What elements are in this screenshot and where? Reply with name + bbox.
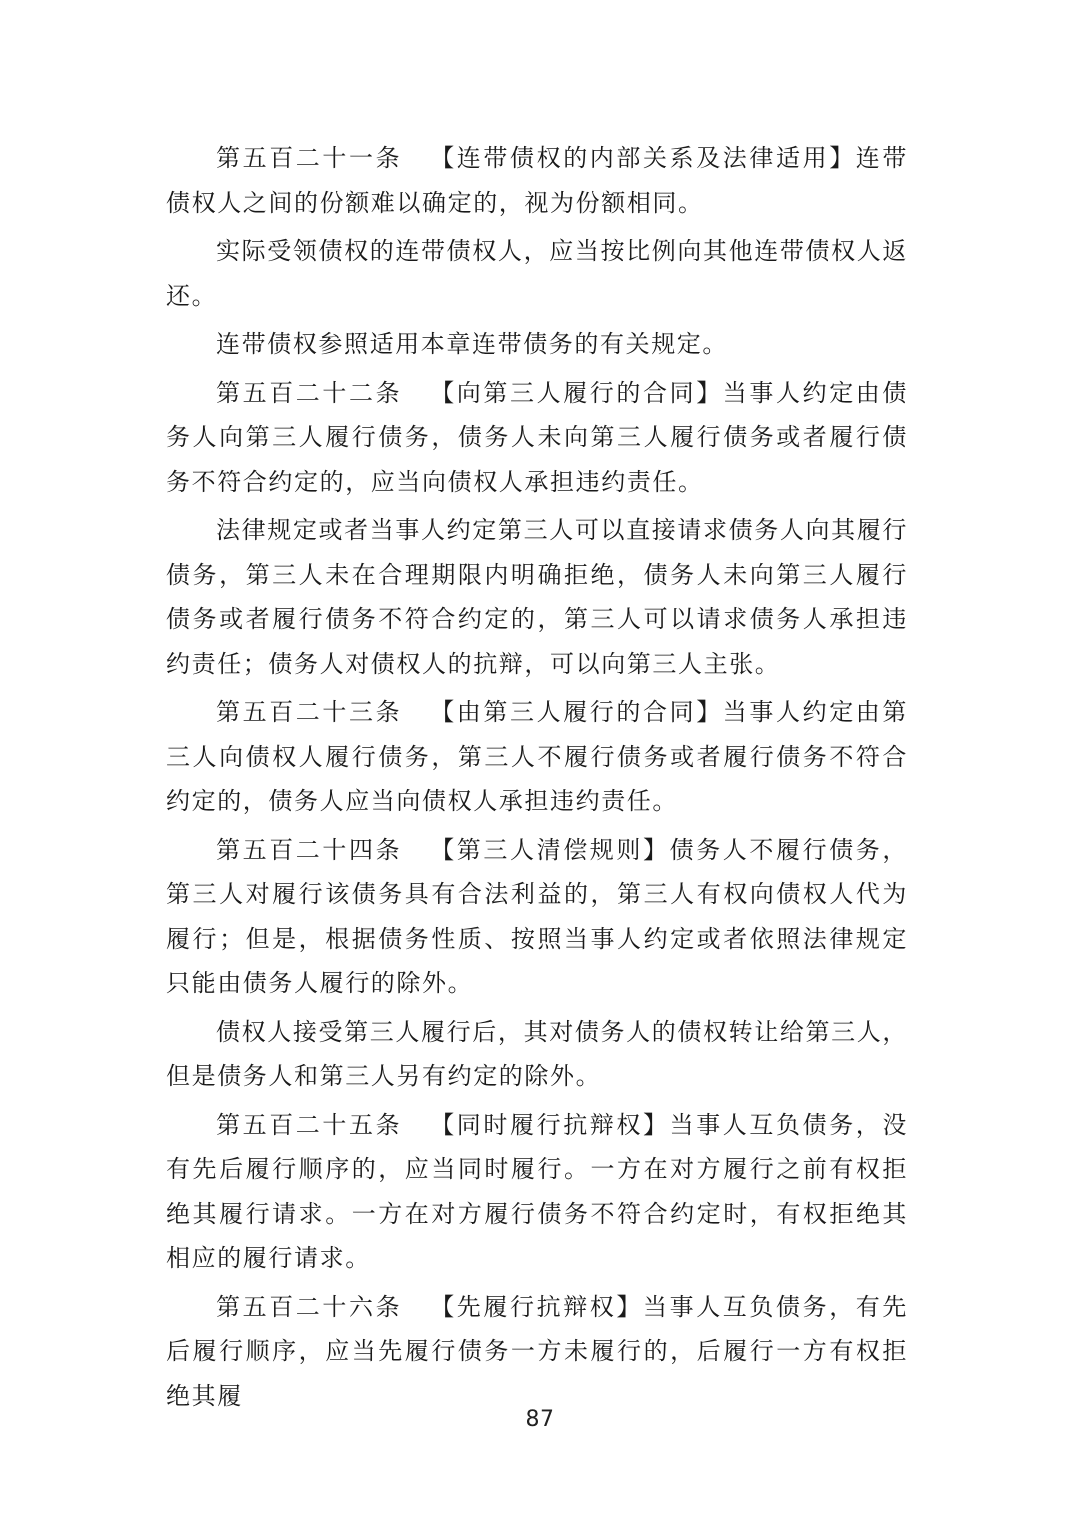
paragraph-2 [166,229,908,318]
article-number: 第五百二十五条 [216,1110,403,1139]
paragraph-9 [166,1103,908,1281]
article-title: 【同时履行抗辩权】 [430,1110,670,1139]
paragraph-text: 法律规定或者当事人约定第三人可以直接请求债务人向其履行债务，第三人未在合理期限内明确拒绝，债务人未向第三人履行债务或者履行债务不符合约定的，第三人可以请求债务人承担违约责任；债务人对债权人的抗辩，可以向第三人主张。 [166,516,908,678]
page-number: 87 [525,1407,555,1432]
article-text: 当事人互负债务，没有先后履行顺序的，应当同时履行。一方在对方履行之前有权拒绝其履行请求。一方在对方履行债务不符合约定时，有权拒绝其相应的履行请求。 [166,1110,909,1272]
paragraph-4 [166,371,908,505]
article-number: 第五百二十一条 [216,144,403,172]
article-number: 第五百二十二条 [216,378,403,407]
article-text: 当事人约定由债务人向第三人履行债务，债务人未向第三人履行债务或者履行债务不符合约定的，应当向债权人承担违约责任。 [166,378,908,496]
article-title: 【连带债权的内部关系及法律适用】 [430,144,856,172]
paragraph-10 [166,1285,908,1419]
article-number: 第五百二十四条 [216,835,403,864]
article-number: 第五百二十三条 [216,698,403,726]
article-text: 当事人约定由第三人向债权人履行债务，第三人不履行债务或者履行债务不符合约定的，债务人应当向债权人承担违约责任。 [166,698,908,815]
paragraph-5 [166,508,908,686]
paragraph-7 [166,828,908,1006]
paragraph-text: 实际受领债权的连带债权人，应当按比例向其他连带债权人返还。 [166,237,908,310]
article-text: 当事人互负债务，有先后履行顺序，应当先履行债务一方未履行的，后履行一方有权拒绝其履 [166,1292,908,1410]
article-title: 【向第三人履行的合同】 [430,378,723,407]
article-text: 债务人不履行债务，第三人对履行该债务具有合法利益的，第三人有权向债权人代为履行；但是，根据债务性质、按照当事人约定或者依照法律规定只能由债务人履行的除外。 [166,835,909,997]
article-number: 第五百二十六条 [216,1292,403,1321]
paragraph-1 [166,136,908,225]
paragraph-text: 连带债权参照适用本章连带债务的有关规定。 [216,330,728,358]
article-title: 【先履行抗辩权】 [430,1292,643,1321]
paragraph-text: 债权人接受第三人履行后，其对债务人的债权转让给第三人，但是债务人和第三人另有约定的除外。 [166,1017,908,1090]
paragraph-3 [166,322,908,367]
paragraph-6 [166,690,908,824]
article-text: 连带债权人之间的份额难以确定的，视为份额相同。 [166,144,908,217]
article-title: 【由第三人履行的合同】 [430,698,723,726]
article-title: 【第三人清偿规则】 [430,835,670,864]
document-body [166,136,908,1422]
paragraph-8 [166,1010,908,1099]
